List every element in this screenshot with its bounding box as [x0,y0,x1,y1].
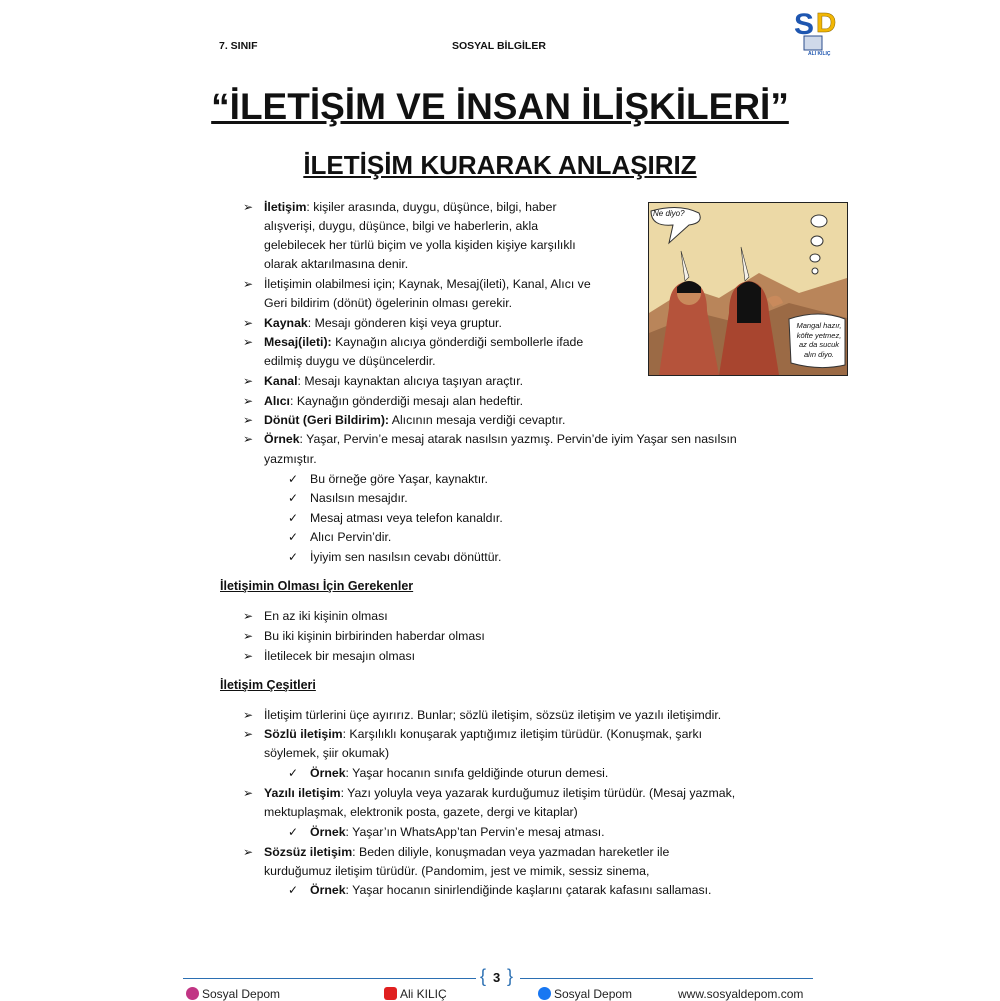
text-line: Sözlü iletişim: Karşılıklı konuşarak yaptığımız iletişim türüdür. (Konuşmak, şarkı [264,727,703,741]
text-line: kurduğumuz iletişim türüdür. (Pandomim, jest ve mimik, sessiz sinema, [264,864,650,878]
comic-illustration [648,202,848,376]
page-title: “İLETİŞİM VE İNSAN İLİŞKİLERİ” [211,86,789,127]
text-line: İletişim: kişiler arasında, duygu, düşünce, bilgi, haber [264,200,557,214]
subject-label: SOSYAL BİLGİLER [452,40,546,52]
arrow-bullet-icon: ➢ [243,708,254,722]
instagram-icon [186,987,199,1000]
arrow-bullet-icon: ➢ [243,335,254,349]
footer-divider [520,978,813,979]
arrow-bullet-icon: ➢ [243,649,254,663]
section-heading-types: İletişim Çeşitleri [220,678,316,692]
text-line: olarak aktarılmasına denir. [264,257,409,271]
check-icon: ✓ [288,825,299,839]
text-line: gelebilecek her türlü biçim ve yolla kişiden kişiye karşılıklı [264,238,576,252]
footer-website-link[interactable]: www.sosyaldepom.com [678,987,804,1001]
text-line: İletişim türlerini üçe ayırırız. Bunlar; sözlü iletişim, sözsüz iletişim ve yazılı iletişimdir. [264,708,722,722]
text-line: Nasılsın mesajdır. [310,491,408,505]
text-line: Örnek: Yaşar, Pervin’e mesaj atarak nasılsın yazmış. Pervin’de iyim Yaşar sen nasılsın [264,432,737,446]
footer-instagram[interactable]: Sosyal Depom [186,987,280,1001]
text-line: Bu iki kişinin birbirinden haberdar olması [264,629,485,643]
text-line: Alıcı: Kaynağın gönderdiği mesajı alan hedeftir. [264,394,524,408]
arrow-bullet-icon: ➢ [243,727,254,741]
arrow-bullet-icon: ➢ [243,609,254,623]
page-number: 3 [493,970,501,985]
arrow-bullet-icon: ➢ [243,374,254,388]
text-line: mektuplaşmak, elektronik posta, gazete, dergi ve kitaplar) [264,805,578,819]
comic-bubble-answer: Mangal hazır, köfte yetmez, az da sucuk alın diyo. [796,321,842,359]
text-line: İyiyim sen nasılsın cevabı dönüttür. [310,550,502,564]
check-icon: ✓ [288,883,299,897]
text-line: Mesaj atması veya telefon kanaldır. [310,511,503,525]
svg-text:D: D [816,7,837,38]
text-line: Mesaj(ileti): Kaynağın alıcıya gönderdiği sembollerle ifade [264,335,584,349]
check-icon: ✓ [288,472,299,486]
facebook-icon [538,987,551,1000]
arrow-bullet-icon: ➢ [243,394,254,408]
logo-subtext: ALİ KILIÇ [808,51,831,57]
text-line: Kaynak: Mesajı gönderen kişi veya gruptur. [264,316,502,330]
text-line: Dönüt (Geri Bildirim): Alıcının mesaja verdiği cevaptır. [264,413,566,427]
arrow-bullet-icon: ➢ [243,316,254,330]
arrow-bullet-icon: ➢ [243,200,254,214]
check-icon: ✓ [288,511,299,525]
section-heading-requirements: İletişimin Olması İçin Gerekenler [220,579,414,593]
youtube-icon [384,987,397,1000]
text-line: edilmiş duygu ve düşüncelerdir. [264,354,436,368]
comic-bubble-question: Ne diyo? [653,209,685,218]
text-line: Örnek: Yaşar hocanın sınıfa geldiğinde oturun demesi. [310,766,609,780]
check-icon: ✓ [288,766,299,780]
text-line: Kanal: Mesajı kaynaktan alıcıya taşıyan araçtır. [264,374,524,388]
text-line: Alıcı Pervin’dir. [310,530,392,544]
footer-facebook[interactable]: Sosyal Depom [538,987,632,1001]
text-line: alışverişi, duygu, düşünce, bilgi ve haberlerin, akla [264,219,539,233]
page-subtitle: İLETİŞİM KURARAK ANLAŞIRIZ [303,150,697,180]
check-icon: ✓ [288,530,299,544]
logo-text [790,0,791,1]
footer-youtube[interactable]: Ali KILIÇ [384,987,447,1001]
text-line: İletilecek bir mesajın olması [264,649,416,663]
text-line: Örnek: Yaşar hocanın sinirlendiğinde kaşlarını çatarak kafasını sallaması. [310,883,712,897]
text-line: Geri bildirim (dönüt) ögelerinin olması gerekir. [264,296,513,310]
grade-label: 7. SINIF [219,40,258,52]
svg-text:S: S [794,8,815,41]
check-icon: ✓ [288,491,299,505]
text-line: Örnek: Yaşar’ın WhatsApp’tan Pervin’e mesaj atması. [310,825,605,839]
text-line: Bu örneğe göre Yaşar, kaynaktır. [310,472,488,486]
text-line: Yazılı iletişim: Yazı yoluyla veya yazarak kurduğumuz iletişim türüdür. (Mesaj yazmak, [264,786,736,800]
arrow-bullet-icon: ➢ [243,277,254,291]
text-line: yazmıştır. [264,452,317,466]
arrow-bullet-icon: ➢ [243,629,254,643]
arrow-bullet-icon: ➢ [243,413,254,427]
check-icon: ✓ [288,550,299,564]
text-line: İletişimin olabilmesi için; Kaynak, Mesaj(ileti), Kanal, Alıcı ve [264,277,591,291]
text-line: söylemek, şiir okumak) [264,746,390,760]
page-number-bracket-right: } [507,966,514,986]
arrow-bullet-icon: ➢ [243,845,254,859]
arrow-bullet-icon: ➢ [243,432,254,446]
text-line: En az iki kişinin olması [264,609,388,623]
text-line: Sözsüz iletişim: Beden diliyle, konuşmadan veya yazmadan hareketler ile [264,845,670,859]
arrow-bullet-icon: ➢ [243,786,254,800]
logo [790,0,860,62]
footer-divider [183,978,476,979]
page-number-bracket-left: { [480,966,487,986]
